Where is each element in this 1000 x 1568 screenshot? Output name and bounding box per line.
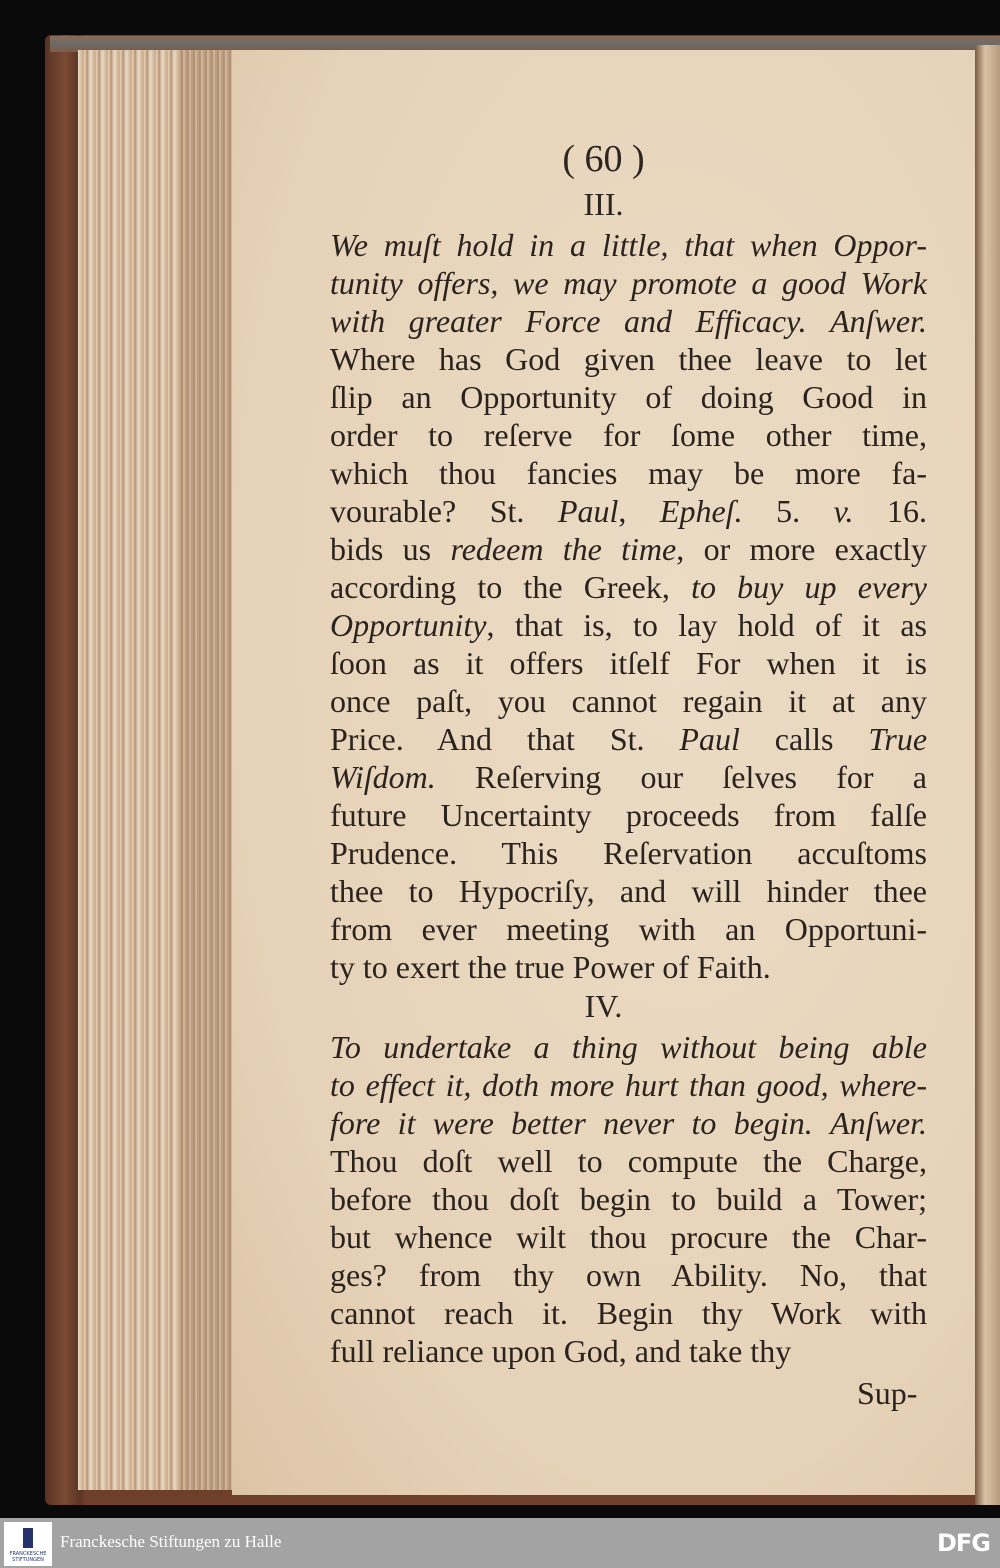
text-line — [330, 492, 927, 530]
italic-text: Opportunity — [330, 607, 487, 643]
text-line — [330, 530, 927, 568]
roman-text: ty to exert the true Power of Faith. — [330, 949, 771, 985]
text-line — [330, 226, 927, 264]
text-line — [330, 1028, 927, 1066]
roman-text: , or more exactly — [676, 531, 928, 567]
text-line — [330, 302, 927, 340]
text-line — [330, 1142, 927, 1180]
text-line — [330, 378, 927, 416]
roman-text: bids us — [330, 531, 451, 567]
italic-text: fore it were better never to begin. — [330, 1105, 813, 1141]
roman-text: before thou doſt begin to build a Tower; — [330, 1181, 927, 1217]
roman-text: vourable? St. — [330, 493, 558, 529]
roman-text: which thou fancies may be more fa- — [330, 455, 927, 491]
section-heading-iv: IV. — [584, 988, 623, 1024]
text-line — [330, 1332, 927, 1370]
text-line — [330, 1218, 927, 1256]
italic-text: Paul — [679, 721, 740, 757]
italic-text: To undertake a thing without being able — [330, 1029, 927, 1065]
page-number: ( 60 ) — [562, 138, 645, 180]
roman-text: Prudence. This Reſervation accuſtoms — [330, 835, 927, 871]
text-line — [330, 416, 927, 454]
text-line — [330, 568, 927, 606]
text-line — [330, 1066, 927, 1104]
text-line — [330, 796, 927, 834]
roman-text: 16. — [853, 493, 928, 529]
footer-bar — [0, 1518, 1000, 1568]
roman-text — [813, 1105, 830, 1141]
section-iv-text — [330, 1028, 927, 1370]
roman-text: Where has God given thee leave to let — [330, 341, 927, 377]
institution-name[interactable]: Franckesche Stiftungen zu Halle — [60, 1532, 282, 1551]
italic-text: to effect it, doth more hurt than good, where- — [330, 1067, 927, 1103]
text-line — [330, 644, 927, 682]
roman-text: according to the Greek, — [330, 569, 692, 605]
roman-text: , that is, to lay hold of it as — [486, 607, 927, 643]
roman-text: Reſerving our ſelves for a — [435, 759, 927, 795]
roman-text: but whence wilt thou procure the Char- — [330, 1219, 927, 1255]
italic-text: We muſt hold in a little, that when Oppor- — [330, 227, 927, 263]
italic-text: Epheſ. — [659, 493, 743, 529]
text-line — [330, 340, 927, 378]
roman-text: calls — [739, 721, 869, 757]
italic-text: Paul — [557, 493, 619, 529]
italic-text: with greater Force and Efficacy. — [330, 303, 807, 339]
institution-logo[interactable] — [4, 1522, 52, 1566]
italic-text: tunity offers, we may promote a good Work — [330, 265, 927, 301]
italic-text: Wiſdom. — [330, 759, 436, 795]
section-iii-text — [330, 226, 927, 986]
text-line — [330, 606, 927, 644]
roman-text: thee to Hypocriſy, and will hinder thee — [330, 873, 927, 909]
logo-text: FRANCKESCHE STIFTUNGEN — [9, 1551, 47, 1563]
italic-text: v. — [833, 493, 854, 529]
text-line — [330, 948, 927, 986]
italic-text: redeem the time — [450, 531, 677, 567]
text-line — [330, 1256, 927, 1294]
roman-text: ſlip an Opportunity of doing Good in — [330, 379, 927, 415]
text-line — [330, 264, 927, 302]
roman-text: full reliance upon God, and take thy — [330, 1333, 792, 1369]
roman-text: future Uncertainty proceeds from falſe — [330, 797, 927, 833]
italic-text: True — [868, 721, 928, 757]
italic-text: Anſwer. — [830, 303, 928, 339]
text-line — [330, 1104, 927, 1142]
roman-text: , — [618, 493, 660, 529]
roman-text: cannot reach it. Begin thy Work with — [330, 1295, 927, 1331]
page-edges-inner — [180, 50, 232, 1490]
roman-text: ges? from thy own Ability. No, that — [330, 1257, 927, 1293]
text-line — [330, 910, 927, 948]
section-heading-iii: III. — [583, 186, 624, 222]
logo-figure-icon — [23, 1528, 33, 1548]
book-page — [232, 50, 975, 1495]
text-line — [330, 758, 927, 796]
italic-text: Anſwer. — [830, 1105, 928, 1141]
dfg-logo[interactable]: DFG — [936, 1529, 990, 1557]
catchword: Sup- — [857, 1375, 918, 1411]
roman-text: Price. And that St. — [330, 721, 680, 757]
text-line — [330, 1294, 927, 1332]
roman-text — [807, 303, 831, 339]
roman-text: order to reſerve for ſome other time, — [330, 417, 927, 453]
text-line — [330, 682, 927, 720]
text-line — [330, 454, 927, 492]
text-line — [330, 872, 927, 910]
italic-text: to buy up every — [691, 569, 928, 605]
roman-text: ſoon as it offers itſelf For when it is — [330, 645, 927, 681]
text-line — [330, 1180, 927, 1218]
roman-text: once paſt, you cannot regain it at any — [330, 683, 927, 719]
facing-page-edge — [975, 45, 1000, 1505]
roman-text: 5. — [742, 493, 834, 529]
roman-text: from ever meeting with an Opportuni- — [330, 911, 927, 947]
text-line — [330, 720, 927, 758]
roman-text: Thou doſt well to compute the Charge, — [330, 1143, 927, 1179]
text-line — [330, 834, 927, 872]
